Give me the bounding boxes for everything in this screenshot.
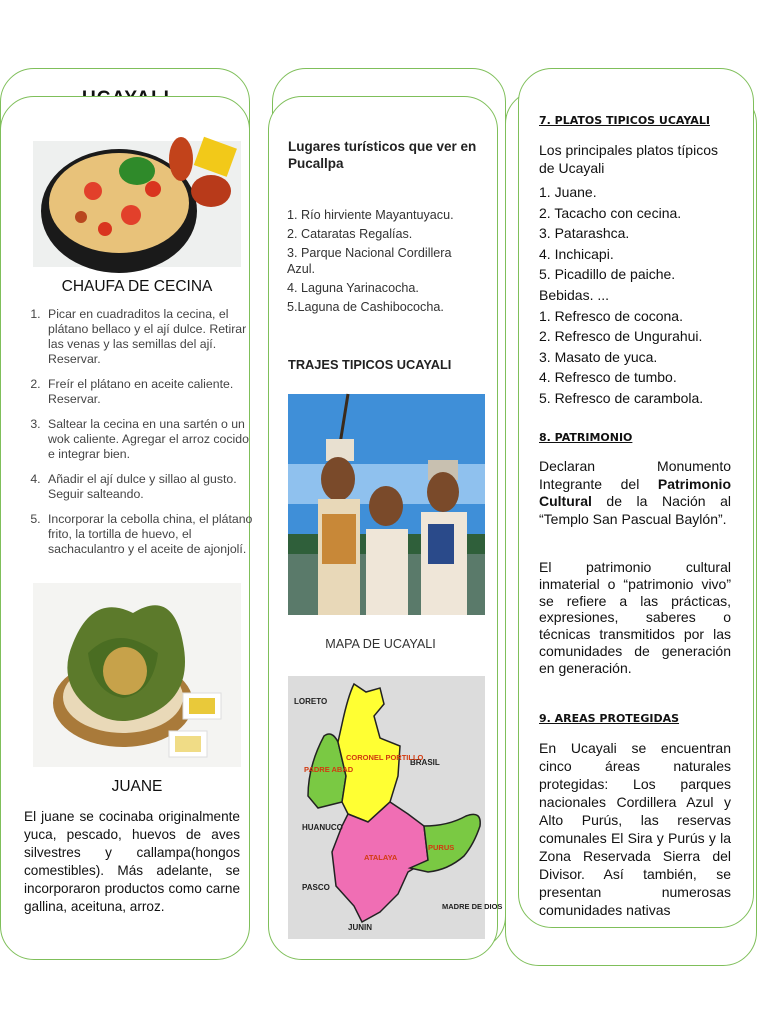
sec8-p1-end: de la Nación al “Templo San Pascual Baylón”. <box>539 493 731 527</box>
drinks-label: Bebidas. ... <box>539 286 610 303</box>
place-item: 2. Cataratas Regalías. <box>287 227 413 241</box>
map-label-brasil: BRASIL <box>410 758 440 767</box>
recipe-step: 1. Picar en cuadraditos la cecina, el plátano bellaco y el ají dulce. Retirar las venas y las semillas del ají. Reservar. <box>44 307 258 367</box>
map-label-coronel-portillo: CORONEL PORTILLO <box>346 753 424 762</box>
map-label-loreto: LORETO <box>294 697 328 706</box>
recipe-steps <box>20 307 258 567</box>
drink-item: 2. Refresco de Ungurahui. <box>539 328 703 345</box>
juane-photo <box>33 583 241 767</box>
recipe-step: 2. Freír el plátano en aceite caliente. Reservar. <box>44 377 258 407</box>
section-7-intro: Los principales platos típicos de Ucayali <box>539 142 718 176</box>
section-8-title: 8. PATRIMONIO <box>539 431 633 444</box>
section-8-paragraph-2: El patrimonio cultural inmaterial o “patrimonio vivo” se refiere a las prácticas, expresiones, saberes o técnicas transmitidos por las comunidades de generación en generación. <box>539 559 731 676</box>
dish-item: 5. Picadillo de paiche. <box>539 266 676 283</box>
place-item: 4. Laguna Yarinacocha. <box>287 281 419 295</box>
drink-item: 4. Refresco de tumbo. <box>539 369 677 386</box>
map-label-junin: JUNIN <box>348 923 373 932</box>
drink-item: 5. Refresco de carambola. <box>539 389 704 406</box>
recipe-step: 5. Incorporar la cebolla china, el plátano frito, la tortilla de huevo, el sachaculantro y el aceite de ajonjolí. <box>44 512 258 557</box>
places-list <box>287 207 482 315</box>
section-7-title: 7. PLATOS TIPICOS UCAYALI <box>539 114 710 127</box>
dish1-title: CHAUFA DE CECINA <box>61 278 213 295</box>
dishes-list <box>539 182 739 409</box>
dish-item: 4. Inchicapi. <box>539 245 614 262</box>
map-label-huanuco: HUANUCO <box>302 823 343 832</box>
dish-item: 2. Tacacho con cecina. <box>539 204 682 221</box>
drink-item: 1. Refresco de cocona. <box>539 307 683 324</box>
chaufa-photo <box>33 141 241 267</box>
map-label-purus: PURUS <box>428 843 455 852</box>
place-item: 5.Laguna de Cashibococha. <box>287 300 444 314</box>
section-8-paragraph-1 <box>539 458 731 528</box>
place-item: 1. Río hirviente Mayantuyacu. <box>287 208 454 222</box>
map-title: MAPA DE UCAYALI <box>325 637 436 651</box>
map-label-pasco: PASCO <box>302 883 330 892</box>
dish-item: 1. Juane. <box>539 184 597 200</box>
sec8-p1-start: Declaran Monumento Integrante del <box>539 458 731 492</box>
juane-description: El juane se cocinaba originalmente yuca, pescado, huevos de aves silvestres y callampa(hongos comestibles). Más adelante, se incorporaron productos como carne gallina, aceituna, arroz. <box>24 809 240 914</box>
place-item: 3. Parque Nacional Cordillera Azul. <box>287 246 452 276</box>
drink-item: 3. Masato de yuca. <box>539 348 658 365</box>
ucayali-map <box>288 676 503 939</box>
recipe-step: 3. Saltear la cecina en una sartén o un wok caliente. Agregar el arroz cocido e integrar bien. <box>44 417 258 462</box>
map-label-atalaya: ATALAYA <box>364 853 398 862</box>
recipe-step: 4. Añadir el ají dulce y sillao al gusto. Seguir salteando. <box>44 472 258 502</box>
map-label-padre-abad: PADRE ABAD <box>304 765 354 774</box>
map-label-madre-de-dios: MADRE DE DIOS <box>442 902 503 911</box>
costumes-title: TRAJES TIPICOS UCAYALI <box>288 357 452 372</box>
dish2-title: JUANE <box>111 778 163 795</box>
section-9-title: 9. AREAS PROTEGIDAS <box>539 712 680 725</box>
costumes-photo <box>288 394 485 615</box>
dish-item: 3. Patarashca. <box>539 225 630 242</box>
section-9-text: En Ucayali se encuentran cinco áreas naturales protegidas: Los parques nacionales Cordillera Azul y Alto Purús, las reservas comunales El Sira y Purús y la Zona Reservada Sierra del Divisor. Así también, se presentan numerosas comunidades nativas <box>539 740 731 918</box>
sec8-p1-bold: Patrimonio Cultural <box>539 475 731 509</box>
places-title: Lugares turísticos que ver en Pucallpa <box>288 139 477 171</box>
